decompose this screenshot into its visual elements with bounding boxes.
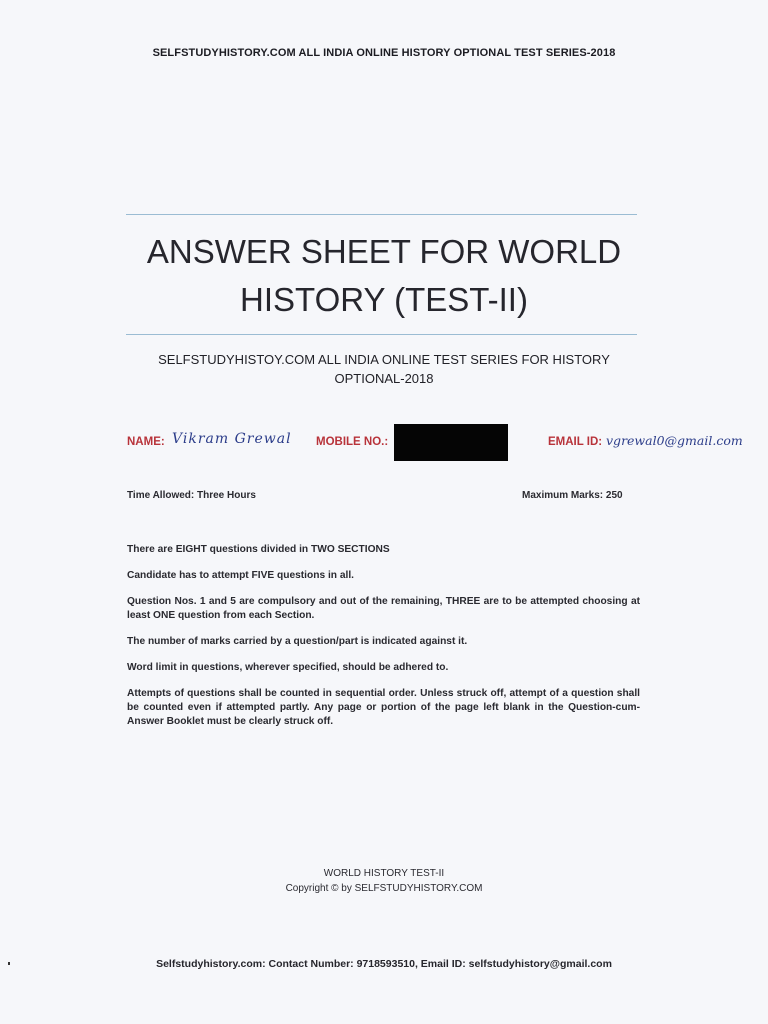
footer-copyright: Copyright © by SELFSTUDYHISTORY.COM bbox=[285, 883, 483, 894]
email-label: EMAIL ID: bbox=[548, 436, 603, 448]
footer-test-name: WORLD HISTORY TEST-II bbox=[323, 868, 445, 879]
mobile-label: MOBILE NO.: bbox=[316, 436, 389, 448]
title-top-rule bbox=[126, 214, 637, 215]
subtitle-line-2: OPTIONAL-2018 bbox=[334, 371, 434, 386]
subtitle-line-1: SELFSTUDYHISTOY.COM ALL INDIA ONLINE TEST SERIES FOR HISTORY bbox=[158, 352, 610, 367]
name-label: NAME: bbox=[127, 436, 165, 448]
instruction-item: Attempts of questions shall be counted in sequential order. Unless struck off, attempt of a question shall be counted even if attempted partly. Any page or portion of the page left blank in the Question-cum-Answer Booklet must be clearly struck off. bbox=[127, 688, 640, 727]
page-title bbox=[100, 228, 668, 324]
handwritten-email: vgrewal0@gmail.com bbox=[606, 433, 743, 448]
title-line-2: HISTORY (TEST-II) bbox=[240, 281, 528, 318]
instruction-item: Candidate has to attempt FIVE questions in all. bbox=[127, 570, 354, 581]
contact-line: Selfstudyhistory.com: Contact Number: 9718593510, Email ID: selfstudyhistory@gmail.com bbox=[156, 958, 612, 970]
redacted-mobile-number bbox=[394, 424, 508, 461]
instruction-item: The number of marks carried by a question/part is indicated against it. bbox=[127, 636, 468, 647]
title-bottom-rule bbox=[126, 334, 637, 335]
title-line-1: ANSWER SHEET FOR WORLD bbox=[146, 233, 622, 270]
handwritten-name: Vikram Grewal bbox=[172, 431, 292, 447]
footer-block bbox=[0, 866, 768, 896]
instructions-list bbox=[127, 543, 640, 741]
instruction-item: There are EIGHT questions divided in TWO SECTIONS bbox=[127, 544, 390, 555]
subtitle bbox=[100, 350, 668, 388]
maximum-marks: Maximum Marks: 250 bbox=[522, 490, 623, 501]
scan-speck bbox=[8, 962, 10, 965]
instruction-item: Word limit in questions, wherever specified, should be adhered to. bbox=[127, 662, 449, 673]
series-header: SELFSTUDYHISTORY.COM ALL INDIA ONLINE HISTORY OPTIONAL TEST SERIES-2018 bbox=[152, 47, 616, 59]
instruction-item: Question Nos. 1 and 5 are compulsory and out of the remaining, THREE are to be attempted choosing at least ONE question from each Section. bbox=[127, 596, 640, 621]
time-allowed: Time Allowed: Three Hours bbox=[127, 490, 256, 501]
